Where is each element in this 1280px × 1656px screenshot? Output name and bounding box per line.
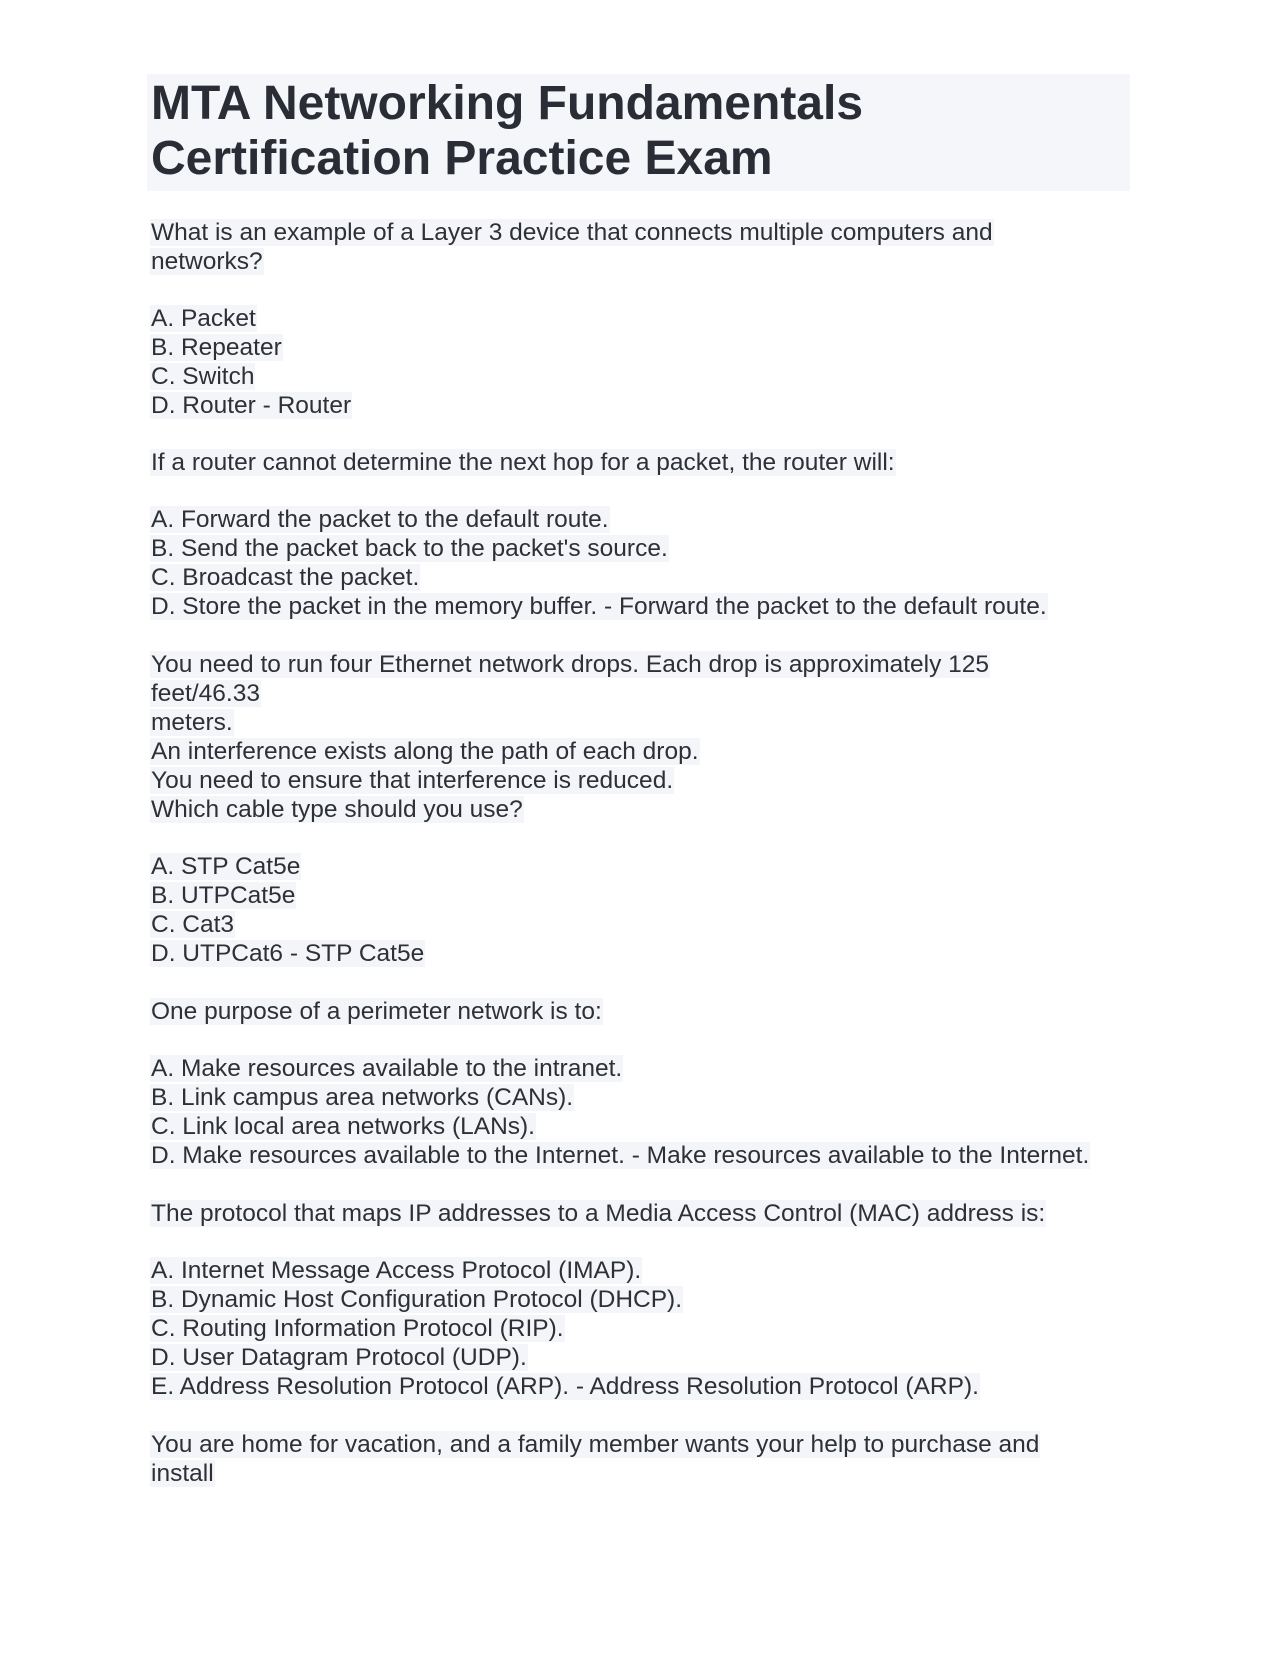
- question-3-prompt-line-2: feet/46.33: [151, 680, 260, 707]
- question-5-prompt-line-1: The protocol that maps IP addresses to a Media Access Control (MAC) address is:: [151, 1200, 1046, 1227]
- document-title-line-1: MTA Networking Fundamentals: [151, 77, 864, 130]
- question-3-option-d-answer: D. UTPCat6 - STP Cat5e: [151, 940, 425, 967]
- question-3-option-b: B. UTPCat5e: [151, 882, 296, 909]
- question-1-option-c: C. Switch: [151, 363, 255, 390]
- question-3-prompt-line-3: meters.: [151, 709, 233, 736]
- question-5-option-a: A. Internet Message Access Protocol (IMAP).: [151, 1257, 642, 1284]
- question-4-option-d-answer: D. Make resources available to the Internet. - Make resources available to the Internet.: [151, 1142, 1090, 1169]
- question-1-prompt-line-2: networks?: [151, 248, 263, 275]
- question-6-prompt-line-2: install: [151, 1460, 214, 1487]
- question-3-prompt-line-4: An interference exists along the path of each drop.: [151, 738, 699, 765]
- question-3-option-c: C. Cat3: [151, 911, 235, 938]
- question-3-prompt-line-5: You need to ensure that interference is reduced.: [151, 767, 674, 794]
- question-1-option-b: B. Repeater: [151, 334, 282, 361]
- question-5-option-c: C. Routing Information Protocol (RIP).: [151, 1315, 564, 1342]
- question-2-option-a: A. Forward the packet to the default route.: [151, 506, 609, 533]
- question-5-option-e-answer: E. Address Resolution Protocol (ARP). - Address Resolution Protocol (ARP).: [151, 1373, 979, 1400]
- question-4-option-b: B. Link campus area networks (CANs).: [151, 1084, 574, 1111]
- question-2-option-d-answer: D. Store the packet in the memory buffer. - Forward the packet to the default route.: [151, 593, 1047, 620]
- question-4-option-a: A. Make resources available to the intranet.: [151, 1055, 623, 1082]
- question-5-option-b: B. Dynamic Host Configuration Protocol (DHCP).: [151, 1286, 683, 1313]
- question-3-prompt-line-1: You need to run four Ethernet network drops. Each drop is approximately 125: [151, 651, 990, 678]
- question-4-option-c: C. Link local area networks (LANs).: [151, 1113, 535, 1140]
- question-1-option-d-answer: D. Router - Router: [151, 392, 352, 419]
- question-2-option-b: B. Send the packet back to the packet's source.: [151, 535, 668, 562]
- question-2-prompt-line-1: If a router cannot determine the next hop for a packet, the router will:: [151, 449, 895, 476]
- question-5-option-d: D. User Datagram Protocol (UDP).: [151, 1344, 527, 1371]
- question-6-prompt-line-1: You are home for vacation, and a family member wants your help to purchase and: [151, 1431, 1040, 1458]
- question-3-option-a: A. STP Cat5e: [151, 853, 301, 880]
- question-2-option-c: C. Broadcast the packet.: [151, 564, 420, 591]
- document-title-line-2: Certification Practice Exam: [151, 132, 773, 185]
- question-1-option-a: A. Packet: [151, 305, 256, 332]
- question-1-prompt-line-1: What is an example of a Layer 3 device that connects multiple computers and: [151, 219, 993, 246]
- question-3-prompt-line-6: Which cable type should you use?: [151, 796, 523, 823]
- question-4-prompt-line-1: One purpose of a perimeter network is to:: [151, 998, 602, 1025]
